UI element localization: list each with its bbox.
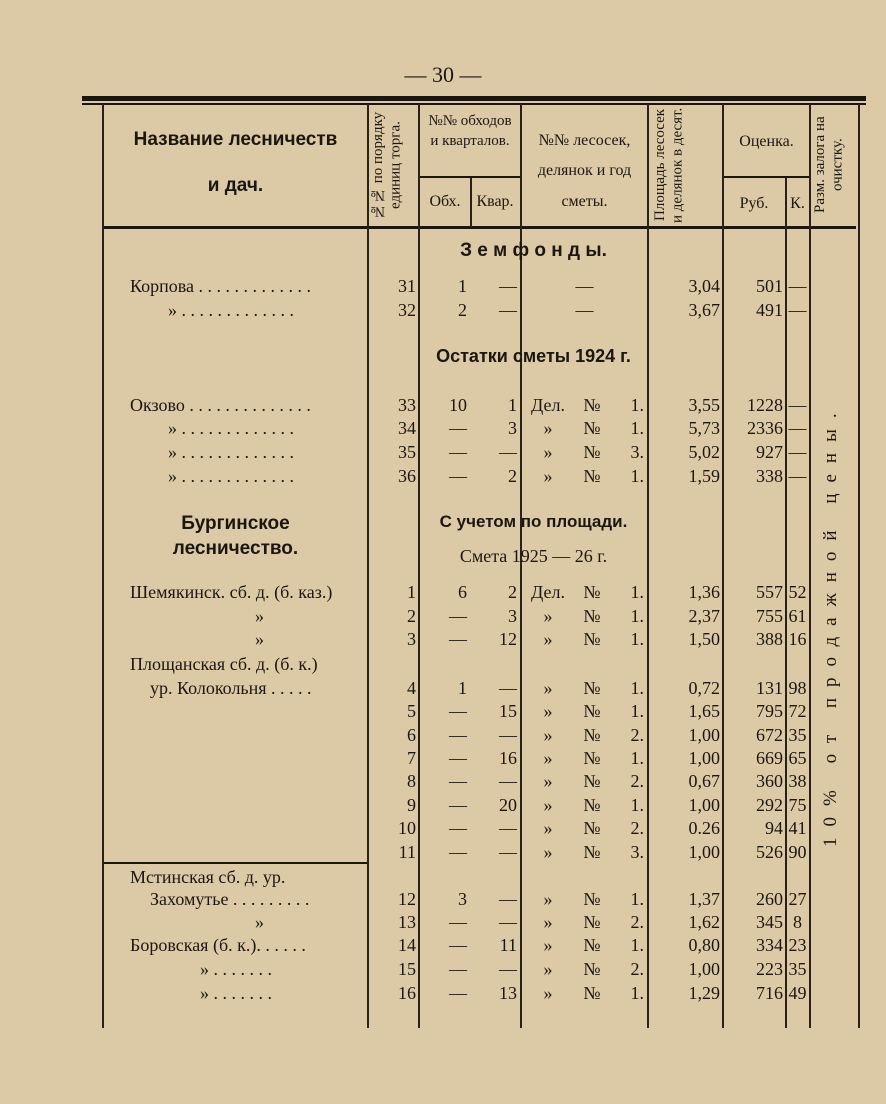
kvartal-number: 2 [508, 582, 517, 602]
rubles-value: 260 [756, 889, 783, 909]
obkhod-number: — [449, 418, 467, 438]
kopecks-value: — [788, 395, 807, 415]
rubles-value: 755 [756, 606, 783, 626]
area-value: 0,72 [688, 678, 720, 698]
kvartal-number: 2 [508, 466, 517, 486]
kvartal-number: 16 [499, 748, 517, 768]
delyanka-num-sign: № [583, 466, 601, 486]
col-line-kop [809, 104, 811, 1028]
order-number: 7 [407, 748, 416, 768]
delyanka-number: 2. [630, 912, 644, 932]
delyanka-number: 2. [630, 959, 644, 979]
header-kop: К. [790, 195, 805, 212]
delyanka-label: » [543, 912, 553, 932]
obkhod-number: — [449, 629, 467, 649]
zalog-note: 10% от продажной цены. [820, 402, 841, 848]
area-value: 2,37 [688, 606, 720, 626]
section-ostatki: Остатки сметы 1924 г. [436, 346, 631, 366]
kvartal-number: 12 [499, 629, 517, 649]
obkhod-number: — [449, 771, 467, 791]
rubles-value: 94 [765, 818, 783, 838]
header-kvar: Квар. [476, 193, 514, 210]
kopecks-value: 8 [793, 912, 802, 932]
header-obkhod-group: №№ обходов и кварталов. [428, 113, 512, 149]
section-zemfond: З е м ф о н д ы. [460, 240, 607, 261]
rubles-value: 526 [756, 842, 783, 862]
delyanka-number: 1. [630, 418, 644, 438]
kvartal-number: — [499, 276, 517, 296]
header-ocenka: Оценка. [739, 133, 794, 150]
rubles-value: 388 [756, 629, 783, 649]
delyanka-number: 1. [630, 889, 644, 909]
area-value: 3,55 [688, 395, 720, 415]
kopecks-value: 72 [788, 701, 807, 721]
header-lesosek: №№ лесосек, делянок и год сметы. [537, 132, 632, 210]
delyanka-num-sign: № [583, 442, 601, 462]
group-rule-1 [104, 862, 367, 864]
delyanka-label: » [543, 959, 553, 979]
delyanka-label: » [543, 418, 553, 438]
delyanka-label: » [543, 983, 553, 1003]
delyanka-number: 2. [630, 771, 644, 791]
kopecks-value: — [788, 276, 807, 296]
col-line-right [858, 104, 860, 1028]
rubles-value: 338 [756, 466, 783, 486]
section-smeta: Смета 1925 — 26 г. [459, 546, 608, 566]
order-number: 9 [407, 795, 416, 815]
rubles-value: 223 [756, 959, 783, 979]
area-value: 1,65 [688, 701, 720, 721]
header-obkh: Обх. [429, 193, 461, 210]
delyanka-num-sign: № [583, 701, 601, 721]
delyanka-number: 1. [630, 466, 644, 486]
order-number: 5 [407, 701, 416, 721]
kvartal-number: 13 [499, 983, 517, 1003]
kvartal-number: 3 [508, 418, 517, 438]
kvartal-number: 11 [499, 935, 517, 955]
delyanka-label: » [543, 818, 553, 838]
delyanka-number: 3. [630, 842, 644, 862]
header-zalog: Разм. залога на очистку. [812, 116, 846, 214]
lesoseka-value: — [575, 300, 594, 320]
delyanka-number: 1. [630, 701, 644, 721]
forest-name: Корпова . . . . . . . . . . . . . [130, 276, 311, 296]
obkhod-number: — [449, 983, 467, 1003]
section-burga-title: Бургинское лесничество. [172, 513, 299, 559]
forest-name: Мстинская сб. д. ур. [130, 867, 286, 887]
area-value: 1,37 [688, 889, 720, 909]
area-value: 1,36 [688, 582, 720, 602]
obkhod-number: — [449, 818, 467, 838]
order-number: 32 [398, 300, 416, 320]
kvartal-number: 1 [508, 395, 517, 415]
rubles-value: 491 [756, 300, 783, 320]
kopecks-value: 90 [788, 842, 807, 862]
kopecks-value: 65 [788, 748, 807, 768]
area-value: 0,80 [688, 935, 720, 955]
order-number: 1 [407, 582, 416, 602]
delyanka-number: 1. [630, 678, 644, 698]
kvartal-number: 15 [499, 701, 517, 721]
delyanka-num-sign: № [583, 395, 601, 415]
kopecks-value: 98 [788, 678, 807, 698]
lesoseka-value: — [575, 276, 594, 296]
kvartal-number: — [499, 818, 517, 838]
area-value: 1,00 [688, 959, 720, 979]
delyanka-num-sign: № [583, 725, 601, 745]
obkhod-number: — [449, 935, 467, 955]
obkhod-number: — [449, 701, 467, 721]
area-value: 0.26 [688, 818, 720, 838]
delyanka-label: » [543, 725, 553, 745]
delyanka-number: 3. [630, 442, 644, 462]
rubles-value: 795 [756, 701, 783, 721]
delyanka-num-sign: № [583, 629, 601, 649]
delyanka-num-sign: № [583, 889, 601, 909]
kopecks-value: 75 [788, 795, 807, 815]
obkhod-number: 2 [458, 300, 467, 320]
order-number: 12 [398, 889, 416, 909]
kvartal-number: — [499, 442, 517, 462]
obkhod-number: — [449, 748, 467, 768]
delyanka-num-sign: № [583, 935, 601, 955]
delyanka-number: 1. [630, 606, 644, 626]
kvartal-number: — [499, 725, 517, 745]
area-value: 1,00 [688, 842, 720, 862]
kopecks-value: — [788, 300, 807, 320]
delyanka-number: 1. [630, 629, 644, 649]
forest-name: » [255, 606, 264, 626]
rubles-value: 927 [756, 442, 783, 462]
delyanka-num-sign: № [583, 418, 601, 438]
delyanka-label: Дел. [531, 395, 565, 415]
obkhod-number: — [449, 795, 467, 815]
kopecks-value: 49 [788, 983, 807, 1003]
col-line-name [367, 104, 369, 1028]
top-rule-thin [82, 103, 866, 105]
delyanka-number: 1. [630, 395, 644, 415]
area-value: 1,62 [688, 912, 720, 932]
delyanka-label: » [543, 629, 553, 649]
kopecks-value: 38 [788, 771, 807, 791]
kopecks-value: 41 [788, 818, 807, 838]
delyanka-number: 1. [630, 983, 644, 1003]
obkhod-number: 3 [458, 889, 467, 909]
obkhod-number: — [449, 912, 467, 932]
obkhod-number: — [449, 842, 467, 862]
area-value: 3,67 [688, 300, 720, 320]
forest-name: » . . . . . . . [200, 983, 272, 1003]
delyanka-num-sign: № [583, 983, 601, 1003]
page-number: — 30 — [404, 62, 482, 87]
delyanka-number: 1. [630, 582, 644, 602]
delyanka-number: 2. [630, 818, 644, 838]
kopecks-value: 52 [788, 582, 807, 602]
col-line-left [102, 104, 104, 1028]
col-line-les [647, 104, 649, 1028]
forest-name: Шемякинск. сб. д. (б. каз.) [130, 582, 333, 602]
order-number: 36 [398, 466, 416, 486]
area-value: 1,00 [688, 795, 720, 815]
kvartal-number: — [499, 300, 517, 320]
area-value: 1,50 [688, 629, 720, 649]
header-rule [104, 226, 856, 229]
rubles-value: 334 [756, 935, 783, 955]
forest-name: » [255, 912, 264, 932]
obkhod-number: — [449, 606, 467, 626]
header-area: Площадь лесосек и делянок в десят. [652, 107, 686, 223]
rubles-value: 360 [756, 771, 783, 791]
delyanka-label: » [543, 466, 553, 486]
delyanka-label: » [543, 748, 553, 768]
rubles-value: 501 [756, 276, 783, 296]
order-number: 16 [398, 983, 416, 1003]
order-number: 11 [398, 842, 416, 862]
delyanka-number: 2. [630, 725, 644, 745]
order-number: 3 [407, 629, 416, 649]
forest-name: Захомутье . . . . . . . . . [150, 889, 310, 909]
order-number: 31 [398, 276, 416, 296]
obkhod-number: 10 [449, 395, 467, 415]
area-value: 1,29 [688, 983, 720, 1003]
rubles-value: 672 [756, 725, 783, 745]
delyanka-num-sign: № [583, 678, 601, 698]
delyanka-label: » [543, 842, 553, 862]
delyanka-number: 1. [630, 748, 644, 768]
top-rule [82, 96, 866, 101]
ocenka-subrule [724, 176, 809, 178]
order-number: 6 [407, 725, 416, 745]
area-value: 1,00 [688, 725, 720, 745]
area-value: 1,59 [688, 466, 720, 486]
kvartal-number: — [499, 771, 517, 791]
area-value: 5,73 [688, 418, 720, 438]
order-number: 14 [398, 935, 416, 955]
obkhod-number: — [449, 442, 467, 462]
kopecks-value: 35 [788, 959, 807, 979]
delyanka-label: » [543, 771, 553, 791]
order-number: 2 [407, 606, 416, 626]
kopecks-value: — [788, 466, 807, 486]
forest-name: » . . . . . . . . . . . . . [168, 466, 294, 486]
kvartal-number: — [499, 912, 517, 932]
delyanka-label: » [543, 935, 553, 955]
order-number: 10 [398, 818, 416, 838]
area-value: 5,02 [688, 442, 720, 462]
forest-name: ур. Колокольня . . . . . [150, 678, 312, 698]
rubles-value: 292 [756, 795, 783, 815]
forest-name: » . . . . . . . . . . . . . [168, 418, 294, 438]
header-rub: Руб. [739, 195, 769, 212]
order-number: 15 [398, 959, 416, 979]
kvartal-number: — [499, 889, 517, 909]
delyanka-num-sign: № [583, 795, 601, 815]
rubles-value: 131 [756, 678, 783, 698]
order-number: 8 [407, 771, 416, 791]
rubles-value: 1228 [747, 395, 783, 415]
obkhod-subrule [420, 176, 520, 178]
obkhod-number: — [449, 725, 467, 745]
delyanka-num-sign: № [583, 818, 601, 838]
kopecks-value: 27 [788, 889, 807, 909]
area-value: 1,00 [688, 748, 720, 768]
delyanka-num-sign: № [583, 959, 601, 979]
order-number: 13 [398, 912, 416, 932]
header-name: Название лесничеств и дач. [133, 129, 338, 196]
obkhod-number: 1 [458, 276, 467, 296]
forest-name: Боровская (б. к.). . . . . . [130, 935, 306, 955]
kopecks-value: — [788, 418, 807, 438]
delyanka-num-sign: № [583, 748, 601, 768]
kvartal-number: — [499, 678, 517, 698]
rubles-value: 716 [756, 983, 783, 1003]
delyanka-number: 1. [630, 935, 644, 955]
obkhod-number: 1 [458, 678, 467, 698]
order-number: 35 [398, 442, 416, 462]
order-number: 33 [398, 395, 416, 415]
delyanka-label: Дел. [531, 582, 565, 602]
forest-name: » [255, 629, 264, 649]
kvartal-number: 3 [508, 606, 517, 626]
delyanka-num-sign: № [583, 771, 601, 791]
delyanka-label: » [543, 701, 553, 721]
delyanka-label: » [543, 442, 553, 462]
header-order: №№ по порядку единиц торга. [370, 111, 404, 219]
section-uchet: С учетом по площади. [439, 512, 628, 531]
forest-name: » . . . . . . . . . . . . . [168, 300, 294, 320]
kvartal-number: — [499, 959, 517, 979]
delyanka-number: 1. [630, 795, 644, 815]
order-number: 4 [407, 678, 416, 698]
forest-name: Окзово . . . . . . . . . . . . . . [130, 395, 311, 415]
rubles-value: 669 [756, 748, 783, 768]
rubles-value: 557 [756, 582, 783, 602]
kopecks-value: 35 [788, 725, 807, 745]
obkhod-number: — [449, 959, 467, 979]
delyanka-label: » [543, 795, 553, 815]
forest-name: Площанская сб. д. (б. к.) [130, 654, 318, 674]
forest-name: » . . . . . . . [200, 959, 272, 979]
rubles-value: 345 [756, 912, 783, 932]
obkhod-number: 6 [458, 582, 467, 602]
delyanka-num-sign: № [583, 842, 601, 862]
delyanka-label: » [543, 606, 553, 626]
delyanka-num-sign: № [583, 606, 601, 626]
delyanka-num-sign: № [583, 912, 601, 932]
kvartal-number: 20 [499, 795, 517, 815]
kopecks-value: 16 [788, 629, 807, 649]
kopecks-value: 23 [788, 935, 807, 955]
area-value: 0,67 [688, 771, 720, 791]
rubles-value: 2336 [747, 418, 783, 438]
obkhod-number: — [449, 466, 467, 486]
kopecks-value: 61 [788, 606, 807, 626]
delyanka-label: » [543, 889, 553, 909]
forest-name: » . . . . . . . . . . . . . [168, 442, 294, 462]
kopecks-value: — [788, 442, 807, 462]
kvartal-number: — [499, 842, 517, 862]
area-value: 3,04 [688, 276, 720, 296]
order-number: 34 [398, 418, 416, 438]
delyanka-num-sign: № [583, 582, 601, 602]
delyanka-label: » [543, 678, 553, 698]
